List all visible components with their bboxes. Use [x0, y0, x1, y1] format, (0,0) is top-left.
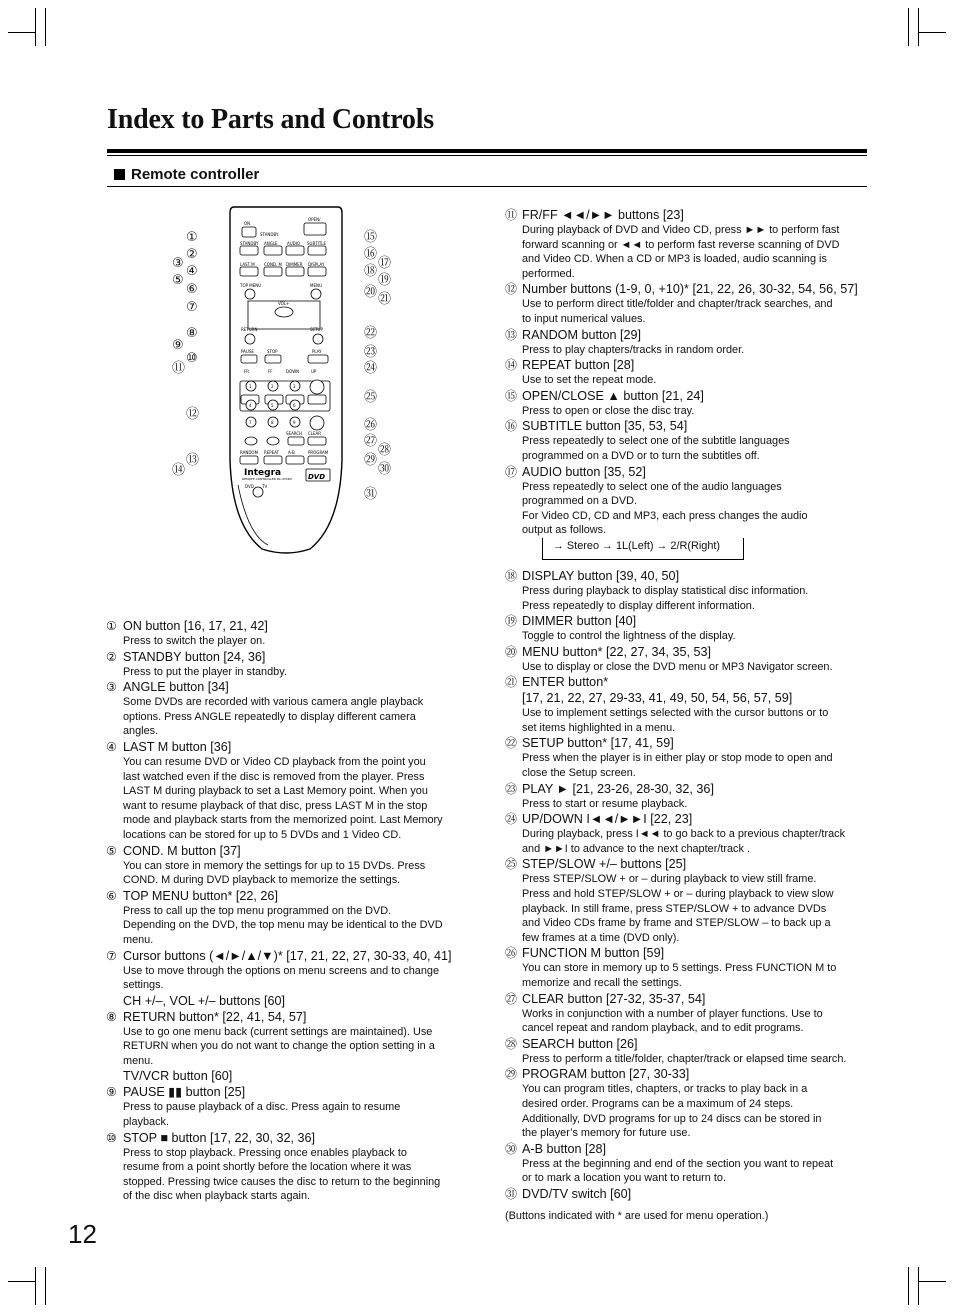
- crop-mark: [8, 32, 36, 33]
- crop-mark: [918, 8, 919, 46]
- item-heading: [505, 736, 875, 751]
- item-description: playback.: [123, 1116, 170, 1129]
- item-number: ⑰: [505, 464, 518, 479]
- section-rule: [107, 186, 867, 187]
- page-number: 12: [68, 1219, 97, 1249]
- svg-text:ANGLE: ANGLE: [264, 241, 278, 246]
- callout-number: ⑭: [172, 462, 186, 477]
- item-description: Press when the player is in either play or stop mode to open and: [522, 752, 833, 765]
- crop-mark: [918, 32, 946, 33]
- item-heading: [505, 645, 875, 660]
- item-number: ⑫: [505, 282, 518, 297]
- section-heading: [114, 166, 259, 183]
- svg-text:DOWN: DOWN: [286, 369, 300, 374]
- item-heading: [505, 782, 875, 797]
- index-item: [505, 328, 875, 358]
- item-number: ⑨: [106, 1085, 117, 1100]
- item-title: STEP/SLOW +/– buttons [25]: [522, 857, 687, 872]
- item-title: FUNCTION M button [59]: [522, 946, 665, 961]
- svg-text:1: 1: [249, 384, 252, 389]
- item-number: ㉗: [505, 991, 518, 1006]
- item-description: programmed on a DVD or to turn the subtitles off.: [522, 449, 760, 462]
- svg-text:UP: UP: [311, 369, 317, 374]
- callout-number: ⑦: [186, 299, 198, 314]
- item-description: of the disc when playback starts again.: [123, 1190, 311, 1203]
- item-title: SEARCH button [26]: [522, 1036, 638, 1051]
- callout-number: ⑮: [364, 229, 378, 244]
- item-title: CLEAR button [27-32, 35-37, 54]: [522, 991, 706, 1006]
- callout-number: ㉙: [364, 452, 378, 467]
- item-description: You can program titles, chapters, or tracks to play back in a: [522, 1083, 808, 1096]
- item-heading: [505, 1187, 875, 1202]
- callout-number: ⑳: [364, 284, 378, 299]
- item-heading: [106, 844, 476, 859]
- item-number: ⑥: [106, 888, 117, 903]
- item-title: SUBTITLE button [35, 53, 54]: [522, 419, 688, 434]
- item-description: Press to stop playback. Pressing once enables playback to: [123, 1146, 407, 1159]
- callout-number: ⑧: [186, 325, 198, 340]
- item-title: REPEAT button [28]: [522, 358, 635, 373]
- index-item: [505, 282, 875, 326]
- item-number: ㉑: [505, 675, 518, 690]
- item-title: TOP MENU button* [22, 26]: [123, 888, 278, 903]
- item-heading: [505, 675, 875, 690]
- item-number: ②: [106, 649, 117, 664]
- item-heading: [106, 740, 476, 755]
- item-description: and ►►I to advance to the next chapter/track .: [522, 842, 751, 855]
- crop-mark: [918, 1281, 946, 1282]
- item-heading: [505, 569, 875, 584]
- svg-text:DVD: DVD: [308, 473, 326, 481]
- callout-number: ⑥: [186, 281, 198, 296]
- item-description: last watched even if the disc is removed from the player. Press: [123, 770, 425, 783]
- item-number: ①: [106, 619, 117, 633]
- item-heading: [106, 619, 476, 634]
- item-title-cont: [17, 21, 22, 27, 29-33, 41, 49, 50, 54, 56, 57, 59]: [522, 691, 793, 706]
- item-number: ⑳: [505, 644, 518, 659]
- item-number: ⑧: [106, 1009, 117, 1024]
- index-item: [106, 844, 476, 888]
- callout-number: ㉛: [364, 486, 378, 501]
- item-title: STANDBY button [24, 36]: [123, 649, 266, 664]
- item-description: Toggle to control the lightness of the display.: [522, 630, 736, 643]
- item-title: PROGRAM button [27, 30-33]: [522, 1067, 690, 1082]
- item-heading: [106, 949, 476, 964]
- index-item: [505, 857, 875, 945]
- callout-number: ㉗: [364, 433, 378, 448]
- item-title: DISPLAY button [39, 40, 50]: [522, 568, 680, 583]
- item-description: forward scanning or ◄◄ to perform fast reverse scanning of DVD: [522, 238, 840, 251]
- item-description: performed.: [522, 267, 575, 280]
- svg-text:4: 4: [249, 403, 252, 408]
- item-heading: [505, 358, 875, 373]
- item-description: Press to open or close the disc tray.: [522, 404, 695, 417]
- item-heading: [505, 465, 875, 480]
- item-description: and Video CDs frame by frame and STEP/SLOW – to back up a: [522, 917, 831, 930]
- svg-text:STANDBY: STANDBY: [260, 232, 279, 237]
- item-heading: [505, 328, 875, 343]
- item-description: options. Press ANGLE repeatedly to display different camera: [123, 710, 416, 723]
- callout-number: ⑰: [378, 255, 392, 270]
- item-subheading: CH +/–, VOL +/– buttons [60]: [123, 993, 285, 1008]
- svg-text:DVD: DVD: [245, 484, 254, 489]
- item-title: FR/FF ◄◄/►► buttons [23]: [522, 208, 684, 222]
- item-title: PLAY ► [21, 23-26, 28-30, 32, 36]: [522, 781, 714, 796]
- svg-text:RETURN: RETURN: [241, 327, 258, 332]
- svg-text:LAST M: LAST M: [240, 262, 255, 267]
- item-description: Use to implement settings selected with the cursor buttons or to: [522, 707, 829, 720]
- index-item: [505, 1187, 875, 1202]
- item-number: ③: [106, 680, 117, 695]
- svg-text:REPEAT: REPEAT: [264, 450, 280, 455]
- callout-number: ⑯: [364, 246, 378, 261]
- callout-number: ⑱: [364, 263, 378, 278]
- item-description: Use to go one menu back (current settings are maintained). Use: [123, 1025, 433, 1038]
- index-item: [505, 419, 875, 463]
- right-column: [505, 208, 875, 1203]
- item-description: menu.: [123, 1054, 154, 1067]
- item-description: Press and hold STEP/SLOW + or – during playback to view slow: [522, 888, 834, 901]
- item-description: Press to play chapters/tracks in random order.: [522, 343, 745, 356]
- item-description: stopped. Pressing twice causes the disc to return to the beginning: [123, 1175, 441, 1188]
- callout-number: ⑲: [378, 272, 392, 287]
- svg-text:9: 9: [293, 420, 296, 425]
- item-title: COND. M button [37]: [123, 843, 241, 858]
- svg-text:SETUP: SETUP: [310, 327, 323, 332]
- index-item: [106, 619, 476, 649]
- item-description: set items highlighted in a menu.: [522, 721, 676, 734]
- callout-number: ㉕: [364, 389, 378, 404]
- svg-text:SEARCH: SEARCH: [286, 431, 303, 436]
- callout-number: ⑬: [186, 452, 200, 467]
- item-subheading: TV/VCR button [60]: [123, 1069, 233, 1084]
- item-heading: [505, 857, 875, 872]
- title-rule: [107, 149, 867, 153]
- item-title: A-B button [28]: [522, 1141, 607, 1156]
- index-item: [106, 740, 476, 843]
- index-item: [505, 1142, 875, 1186]
- callout-number: ③: [172, 255, 184, 270]
- svg-text:DISPLAY: DISPLAY: [308, 262, 325, 267]
- item-title: ON button [16, 17, 21, 42]: [123, 619, 268, 633]
- svg-text:FF: FF: [268, 369, 273, 374]
- callout-number: ⑫: [186, 406, 200, 421]
- item-description: Press during playback to display statistical disc information.: [522, 584, 809, 597]
- callout-number: ⑩: [186, 350, 198, 365]
- svg-text:PLAY: PLAY: [312, 349, 322, 354]
- item-number: ㉕: [505, 857, 518, 872]
- callout-number: ⑤: [172, 272, 184, 287]
- item-title: Cursor buttons (◄/►/▲/▼)* [17, 21, 22, 27, 30-33, 40, 41]: [123, 948, 452, 963]
- section-title: Remote controller: [131, 166, 260, 183]
- item-number: ㉒: [505, 736, 518, 751]
- svg-text:PAUSE: PAUSE: [241, 349, 254, 354]
- item-number: ⑬: [505, 327, 518, 342]
- footnote: (Buttons indicated with * are used for menu operation.): [505, 1210, 769, 1222]
- svg-text:TOP MENU: TOP MENU: [240, 283, 262, 288]
- item-number: ⑪: [505, 208, 518, 222]
- item-heading: [505, 1037, 875, 1052]
- item-description: Works in conjunction with a number of player functions. Use to: [522, 1007, 823, 1020]
- crop-mark: [45, 1267, 46, 1305]
- item-number: ⑦: [106, 948, 117, 963]
- title-rule-thin: [107, 155, 867, 156]
- item-heading: [505, 1067, 875, 1082]
- square-bullet-icon: [114, 169, 125, 180]
- item-description: Press STEP/SLOW + or – during playback to view still frame.: [522, 873, 817, 886]
- item-heading: [106, 1131, 476, 1146]
- item-heading: [505, 208, 875, 223]
- item-description: Press to switch the player on.: [123, 635, 266, 647]
- callout-number: ㉔: [364, 360, 378, 375]
- item-heading: [505, 419, 875, 434]
- svg-text:ON: ON: [244, 221, 251, 226]
- item-description: memorize and recall the settings.: [522, 977, 682, 989]
- item-number: ⑤: [106, 843, 117, 858]
- index-item: [106, 680, 476, 739]
- svg-text:STOP: STOP: [267, 349, 278, 354]
- item-heading: [106, 680, 476, 695]
- item-description: Use to move through the options on menu screens and to change: [123, 964, 440, 977]
- svg-text:Integra: Integra: [244, 468, 282, 478]
- item-title: AUDIO button [35, 52]: [522, 464, 646, 479]
- index-item: [505, 645, 875, 675]
- item-heading: [505, 812, 875, 827]
- index-item: [505, 569, 875, 613]
- item-description: Some DVDs are recorded with various camera angle playback: [123, 696, 424, 709]
- item-description: mode and playback starts from the memorized point. Last Memory: [123, 814, 443, 827]
- item-title: DIMMER button [40]: [522, 614, 637, 629]
- svg-text:COND. M: COND. M: [264, 262, 283, 267]
- callout-number: ㉓: [364, 344, 378, 359]
- item-description: desired order. Programs can be a maximum of 24 steps.: [522, 1097, 794, 1110]
- item-number: ⑲: [505, 614, 518, 629]
- item-description: You can store in memory the settings for up to 15 DVDs. Press: [123, 859, 426, 872]
- crop-mark: [908, 1267, 909, 1305]
- item-heading: [106, 650, 476, 665]
- index-item: [505, 614, 875, 644]
- item-description: Additionally, DVD programs for up to 24 discs can be stored in: [522, 1112, 822, 1125]
- crop-mark: [908, 8, 909, 46]
- item-description: few frames at a time (DVD only).: [522, 931, 680, 944]
- svg-text:5: 5: [271, 403, 274, 408]
- crop-mark: [35, 1267, 36, 1305]
- item-number: ㉚: [505, 1141, 518, 1156]
- svg-text:OPEN/: OPEN/: [308, 217, 321, 222]
- callout-number: ⑪: [172, 360, 186, 375]
- svg-text:STANDBY: STANDBY: [240, 241, 259, 246]
- item-heading: [106, 889, 476, 904]
- svg-text:TV: TV: [262, 484, 268, 489]
- svg-text:REMOTE CONTROLLER RC-433DV: REMOTE CONTROLLER RC-433DV: [242, 477, 293, 481]
- svg-text:CLEAR: CLEAR: [308, 431, 322, 436]
- item-description: Press to pause playback of a disc. Press again to resume: [123, 1101, 401, 1114]
- svg-text:PROGRAM: PROGRAM: [308, 450, 329, 455]
- index-item: [505, 465, 875, 568]
- crop-mark: [8, 1281, 36, 1282]
- item-description: During playback, press I◄◄ to go back to a previous chapter/track: [522, 828, 846, 841]
- index-item: [505, 358, 875, 388]
- index-item: [505, 208, 875, 281]
- callout-number: ㉒: [364, 325, 378, 340]
- item-description: You can store in memory up to 5 settings. Press FUNCTION M to: [522, 962, 837, 975]
- item-description: the player’s memory for future use.: [522, 1127, 691, 1140]
- item-heading: [505, 389, 875, 404]
- index-item: [106, 889, 476, 948]
- item-number: ㉙: [505, 1067, 518, 1082]
- item-description: Use to set the repeat mode.: [522, 374, 657, 387]
- item-description: Press repeatedly to display different information.: [522, 599, 755, 612]
- item-number: ㉔: [505, 812, 518, 827]
- crop-mark: [35, 8, 36, 46]
- item-title: UP/DOWN I◄◄/►►I [22, 23]: [522, 812, 693, 827]
- item-description: Press repeatedly to select one of the subtitle languages: [522, 435, 790, 448]
- item-number: ⑮: [505, 388, 518, 403]
- index-item: [106, 1010, 476, 1085]
- item-description: Use to perform direct title/folder and chapter/track searches, and: [522, 298, 833, 311]
- item-heading: [505, 282, 875, 297]
- item-description: Press to perform a title/folder, chapter/track or elapsed time search.: [522, 1052, 847, 1065]
- item-heading: [106, 1010, 476, 1025]
- item-description: Press at the beginning and end of the section you want to repeat: [522, 1157, 834, 1170]
- svg-text:A-B: A-B: [288, 450, 295, 455]
- item-number: ㉛: [505, 1186, 518, 1201]
- item-description: settings.: [123, 979, 164, 992]
- item-title: MENU button* [22, 27, 34, 35, 53]: [522, 644, 712, 659]
- callout-number: ㉚: [378, 461, 392, 476]
- svg-text:AUDIO: AUDIO: [287, 241, 301, 246]
- index-item: [505, 782, 875, 812]
- index-item: [505, 812, 875, 856]
- callout-number: ①: [186, 229, 198, 244]
- item-number: ㉖: [505, 946, 518, 961]
- item-description: playback. In still frame, press STEP/SLOW + to advance DVDs: [522, 902, 827, 915]
- svg-text:RANDOM: RANDOM: [240, 450, 259, 455]
- svg-text:7: 7: [249, 420, 252, 425]
- item-description: and Video CD. When a CD or MP3 is loaded, audio scanning is: [522, 253, 827, 266]
- item-description: Press to start or resume playback.: [522, 797, 688, 810]
- index-item: [505, 389, 875, 419]
- callout-number: ②: [186, 246, 198, 261]
- index-item: [505, 1037, 875, 1067]
- item-number: ④: [106, 739, 117, 754]
- item-description: You can resume DVD or Video CD playback from the point you: [123, 755, 426, 768]
- item-number: ⑯: [505, 419, 518, 434]
- index-item: [505, 992, 875, 1036]
- index-item: [505, 946, 875, 990]
- item-description: cancel repeat and random playback, and to edit programs.: [522, 1022, 804, 1035]
- item-title: ANGLE button [34]: [123, 680, 229, 695]
- item-title: STOP ■ button [17, 22, 30, 32, 36]: [123, 1130, 315, 1145]
- index-item: [106, 650, 476, 680]
- item-description: angles.: [123, 725, 159, 738]
- item-description: RETURN when you do not want to change the option setting in a: [123, 1040, 435, 1053]
- callout-number: ㉖: [364, 417, 378, 432]
- item-title: SETUP button* [17, 41, 59]: [522, 736, 674, 751]
- item-heading: [505, 614, 875, 629]
- svg-text:6: 6: [293, 403, 296, 408]
- page-title: Index to Parts and Controls: [107, 104, 435, 135]
- item-number: ㉘: [505, 1036, 518, 1051]
- item-number: ⑭: [505, 358, 518, 373]
- item-description: or to mark a location you want to return to.: [522, 1172, 726, 1185]
- left-column: [106, 619, 476, 1205]
- svg-text:MENU: MENU: [310, 283, 322, 288]
- svg-text:2: 2: [271, 384, 274, 389]
- index-item: [505, 736, 875, 780]
- audio-output-cycle: → Stereo → 1L(Left) → 2/R(Right): [542, 538, 744, 560]
- index-item: [106, 949, 476, 1009]
- svg-text:VOL+: VOL+: [278, 301, 290, 306]
- item-title: RETURN button* [22, 41, 54, 57]: [123, 1009, 307, 1024]
- item-number: ⑩: [106, 1130, 117, 1145]
- item-description: For Video CD, CD and MP3, each press changes the audio: [522, 509, 808, 522]
- crop-mark: [45, 8, 46, 46]
- item-description: During playback of DVD and Video CD, press ►► to perform fast: [522, 224, 840, 236]
- index-item: [505, 675, 875, 735]
- remote-illustration: [228, 205, 344, 555]
- callout-number: ㉘: [378, 442, 392, 457]
- crop-mark: [918, 1267, 919, 1305]
- svg-text:DIMMER: DIMMER: [286, 262, 303, 267]
- item-description: programmed on a DVD.: [522, 495, 638, 508]
- item-description: Depending on the DVD, the top menu may be identical to the DVD: [123, 919, 443, 932]
- callout-number: ㉑: [378, 291, 392, 306]
- item-description: want to resume playback of that disc, press LAST M in the stop: [123, 799, 428, 812]
- item-title: RANDOM button [29]: [522, 327, 641, 342]
- item-description: locations can be stored for up to 5 DVDs and 1 Video CD.: [123, 828, 402, 841]
- svg-text:SUBTITLE: SUBTITLE: [307, 241, 327, 246]
- item-heading: [505, 992, 875, 1007]
- item-number: ⑱: [505, 568, 518, 583]
- item-description: to input numerical values.: [522, 312, 646, 325]
- item-title: LAST M button [36]: [123, 739, 232, 754]
- index-item: [106, 1085, 476, 1129]
- item-description: Press to put the player in standby.: [123, 665, 287, 678]
- item-description: close the Setup screen.: [522, 767, 636, 780]
- item-description: Press repeatedly to select one of the audio languages: [522, 480, 782, 493]
- svg-text:8: 8: [271, 420, 274, 425]
- item-description: Use to display or close the DVD menu or MP3 Navigator screen.: [522, 660, 833, 673]
- index-item: [505, 1067, 875, 1140]
- item-title: ENTER button*: [522, 675, 609, 690]
- item-heading: [106, 1085, 476, 1100]
- item-description: Press to call up the top menu programmed on the DVD.: [123, 904, 392, 917]
- item-description: output as follows.: [522, 524, 607, 537]
- item-number: ㉓: [505, 781, 518, 796]
- item-title: DVD/TV switch [60]: [522, 1186, 632, 1201]
- item-description: LAST M during playback to set a Last Memory point. When you: [123, 785, 428, 798]
- item-title: Number buttons (1-9, 0, +10)* [21, 22, 26, 30-32, 54, 56, 57]: [522, 282, 858, 297]
- item-heading: [505, 946, 875, 961]
- callout-number: ⑨: [172, 337, 184, 352]
- svg-text:3: 3: [293, 384, 296, 389]
- callout-number: ④: [186, 263, 198, 278]
- item-title: PAUSE ▮▮ button [25]: [123, 1085, 246, 1100]
- item-heading: [505, 1142, 875, 1157]
- svg-text:FR: FR: [244, 369, 250, 374]
- item-description: menu.: [123, 933, 154, 946]
- item-description: COND. M during DVD playback to memorize the settings.: [123, 874, 401, 887]
- item-description: resume from a point shortly before the location where it was: [123, 1161, 412, 1174]
- item-title: OPEN/CLOSE ▲ button [21, 24]: [522, 388, 704, 403]
- index-item: [106, 1131, 476, 1204]
